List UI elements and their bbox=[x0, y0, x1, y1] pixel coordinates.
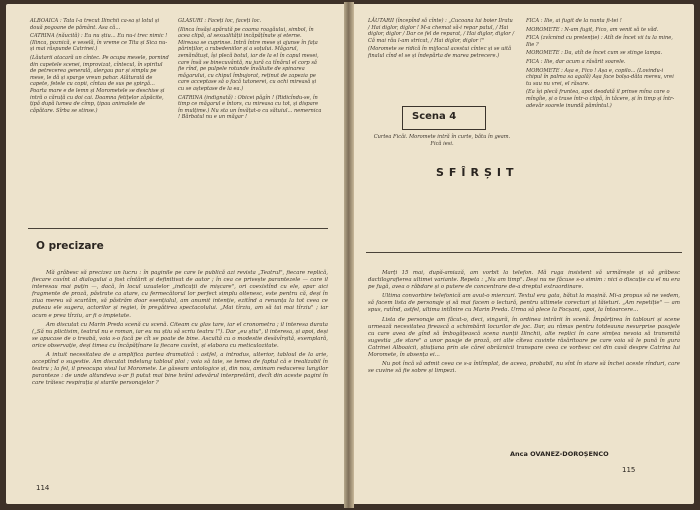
left-col2-para-1: GLASURI : Faceți loc, faceți loc. bbox=[178, 18, 262, 24]
scene-title: Scena 4 bbox=[412, 111, 457, 122]
epilogue-body bbox=[368, 270, 680, 377]
right-col2-para-1: FICA : Ilie, ai fugit de la nunta fi-tei ! bbox=[526, 18, 622, 24]
left-divider bbox=[28, 228, 328, 229]
precizare-para-3: A intuit necesitatea de a amplifica partea dramatică : astfel, a introdus, ulterior, tabloul de la arie, acceptînd o sugestie. Am discutat indelung tabloul ploi ; voia să taie, se temea de faptul că e irealizabil în teatru ; la fel, il preocupa visul lui Moromete. Le găseam antologice și, din nou, aminam reducerea lungilor paranteze : de unde altundeva s-ar fi putut mai bine hrăni adevărul interpretării, decît din aceste pagini în care trăiesc respirația și starile personajelor ? bbox=[32, 352, 328, 387]
right-page bbox=[354, 4, 694, 504]
right-col2-para-2: MOROMETE : N-am fugit, Fico, am venit să te văd. bbox=[526, 26, 659, 33]
epilogue-para-1: Marți 15 mai, după-amiază, am vorbit la telefon. Mă ruga insistent să urmărește și să grăbesc dactilografierea ultimei variante. Repeta : „Nu am timp". Deși nu ne făcuse s-o simim : nici o discuție cu el nu era pe fugă, avea o răbdare și o putere de concentrare de-a dreptul extraordinare. bbox=[368, 270, 680, 291]
left-col1-para-3: (Lăutarii atacară un cîntec. Pe ocupa mesele, pornind din capetele scenei, improvizat, cîntecul, în spiritul de petrecerea generală, alergau pur și simplu pe mese, le dă și sparge vreun pahar. Alăturată de capete, fetele cu copii, cîntau de sus pe șpirgă... Poarta mare e de lemn și Morometele se deschise și intră o căruță cu doi cai. Doamna fetițelor zăpăcite, țipă după lumea de cîmp, țipau animalele de căpătare. Sîrba se stinse.) bbox=[30, 54, 169, 114]
end-title: SFÎRȘIT bbox=[436, 166, 519, 179]
left-col1-para-1: ALBOAICA : Tata l-a trecut Ilinchii ca-sa și lotul și două pogoane de pământ. Asa că... bbox=[30, 18, 160, 31]
left-col1-para-2: CATRINA (năucită) : Eu nu știu... Eu nu-i trec nimic ! (Ilinca, poznică, e veselă, în vreme ce Tita și Sica nu-și mai răspunde Catrinei.) bbox=[30, 33, 168, 53]
right-col2-para-7: (Ea își plecă fruntea, apoi deodată il prinse mîna care o mîngîie, și o trase într-o clipă, în tăcere, și în timp și într-adevăr soarele inundă pămîntul.) bbox=[526, 89, 675, 109]
scene-subtitle: Curtea Ficăi. Moromete intră în curte, bătu în geam. Fică iesi. bbox=[373, 134, 511, 147]
left-col2 bbox=[178, 18, 322, 123]
epilogue-para-3: Lista de personaje am făcut-o, deci, singură, în ordinea intrării în scenă. Împărțirea în tablouri și scene urmează necesitatea firească a schimbării locurilor de joc. Dar, au rămas pentru totdeauna nesurprise pasajele cu care avea de gînd să îmbogățească scena nunții Ilinchii, alte replici în care simțea nevoia să transmită sugestia „de stare" a unor pasaje de proză, ori alte cîteva cuvinte răsăritoare pe care voia să le pună în gura Catrinei Alboaicii, știuțiana prin ale cărei obrăznicii transpare ceea ce vorbesc cei din casă despre Catrina lui Moromete, în absența ei... bbox=[368, 316, 680, 359]
right-col1-para-1: LĂUTARII (începînd să cînte) : „Cucoana lui boier Ilratu / Hai diglor, diglor ! M-a chemat să-i repar patul, / Hai diglor, diglor / Dar ce fel de reparat, / Hai diglor, diglor / Că mai rău l-am stricat, / Hai diglor, diglor !" bbox=[368, 18, 515, 44]
right-divider bbox=[366, 252, 682, 253]
right-col2-para-3: FICA (zvîcnind cu pretenție) : Atît de încet vii tu la mine, Ilie ? bbox=[526, 35, 673, 48]
left-page bbox=[6, 4, 344, 504]
left-col2-para-3: CATRINA (indignată) : Obicei păgîn ! (Ridicîndu-se, în timp ce măgarul e întors, cu mireasa cu tot, și dispare în mulțime.) Nu sta un învățat-o cu sătuiul... nemernica ! Bărbatul nu e un măgar ! bbox=[178, 94, 322, 121]
right-col2-para-4: MOROMETE : Da, atît de încet cum se stinge lampa. bbox=[526, 50, 663, 57]
right-col2-para-6: MOROMETE : Așa e, Fico ! Așa e, copilo... (Lovindu-i chipul în palma sa agală) Așa face bolșa-dăta mereu, vrei tu sau nu vrei, el răsare. bbox=[526, 67, 674, 87]
right-col2-para-5: FICA : Ilie, dar acum a răsărit soarele. bbox=[526, 58, 626, 65]
right-col2 bbox=[526, 18, 676, 111]
signature: Anca OVANEZ-DOROȘENCO bbox=[510, 450, 609, 458]
left-page-number: 114 bbox=[36, 484, 50, 492]
epilogue-para-2: Ultima convorbire telefonică am avut-o miercuri. Textul era gata, bătut la mașină. Mi-a propus să ne vedem, să facem lista de personaje și să mai facem o lectură, pentru ultimele corecturi și tăieturi. „Am repetiție" — am spus, ratînd, astfel, ultima intîlnire cu Marin Preda. Urma să plece la Focșani, apoi, la întoarcere... bbox=[368, 293, 680, 314]
right-col1 bbox=[368, 18, 516, 62]
precizare-para-1: Mă grăbesc să precizez un lucru : în paginile pe care le publică azi revista „Teatrul", fiecare replică, fiecare cuvînt al dialogului a fost cîntărit și definitivat de autor ; în cea ce privește parantezele — care il interesau mai puțin —, dacă, în locul uzualelor „indicații de mișcare", ori coexistînd cu ele, apar aici fragmente de proză, păstrate ca atare, cu fermecătorul lor perfect simplu oltenesc, este pentru că, deși în ziua mereu să scurtăm, să păstrăm doar esențialul, am anumit intenție, ezitînd a renunța la tot ceea ce puteau ele sugera, actorilor și regiei, în pregătirea spectacolului. „Mai tîrziu, am să tai mai tîrziu" ; iar acum e prea tîrziu, ar fi o impietate. bbox=[32, 270, 328, 319]
right-page-number: 115 bbox=[622, 466, 636, 474]
left-col1 bbox=[30, 18, 170, 116]
epilogue-para-4: Nu pot încă să admit ceea ce s-a întîmplat, de aceea, probabil, nu sînt în stare să închei aceste rînduri, care se cuvine să fie sobre și limpezi. bbox=[368, 361, 680, 375]
book-gutter bbox=[344, 2, 354, 508]
precizare-body bbox=[32, 270, 328, 390]
right-col1-para-2: (Moromete se ridică în mijlocul acestui cîntec și se uită finalul cînd el se și îndepărta de marea petrecere.) bbox=[368, 46, 512, 59]
precizare-para-2: Am discutat cu Marin Preda scenă cu scenă. Citeam cu glas tare, iar el cronometra ; il interesa durata („Să nu plictisim, teatrul nu e roman, iar eu nu știu să scriu teatru !"). Dar „eu știu", il interesa, și apoi, deși se apucase de o treabă, voia s-o facă pe cît se poate de bine. Ascultă cu o modestie desăvîrșită, exemplară, orice observație, deși timea cu încăpățînare la fiecare cuvînt, și elabora cu meticulozitate. bbox=[32, 321, 328, 349]
precizare-heading: O precizare bbox=[36, 240, 104, 252]
left-col2-para-2: (Ilinca însăși apărută pe coama roagăului, simbol, în acea clipă, al sexualității incăpățînate și eterne. Mireasa se cuprinse. Intră între mese și ajunse în fața părinților, a rubedeniilor și a soțului. Măgarul, zemănătușt, își plecă botul, iar de la el în capul mesei, care însă se binecuvântă, nu jură ca tînărul el corp să fie rînd, pe pulpele rotunde învăluite de spinarea măgarului, cu chipul îmbujorat, reținut de zapezia pe care acceptase să o facă tatonerei, cu ochi mireasă și cu se așteptase de la ea.) bbox=[178, 26, 319, 92]
